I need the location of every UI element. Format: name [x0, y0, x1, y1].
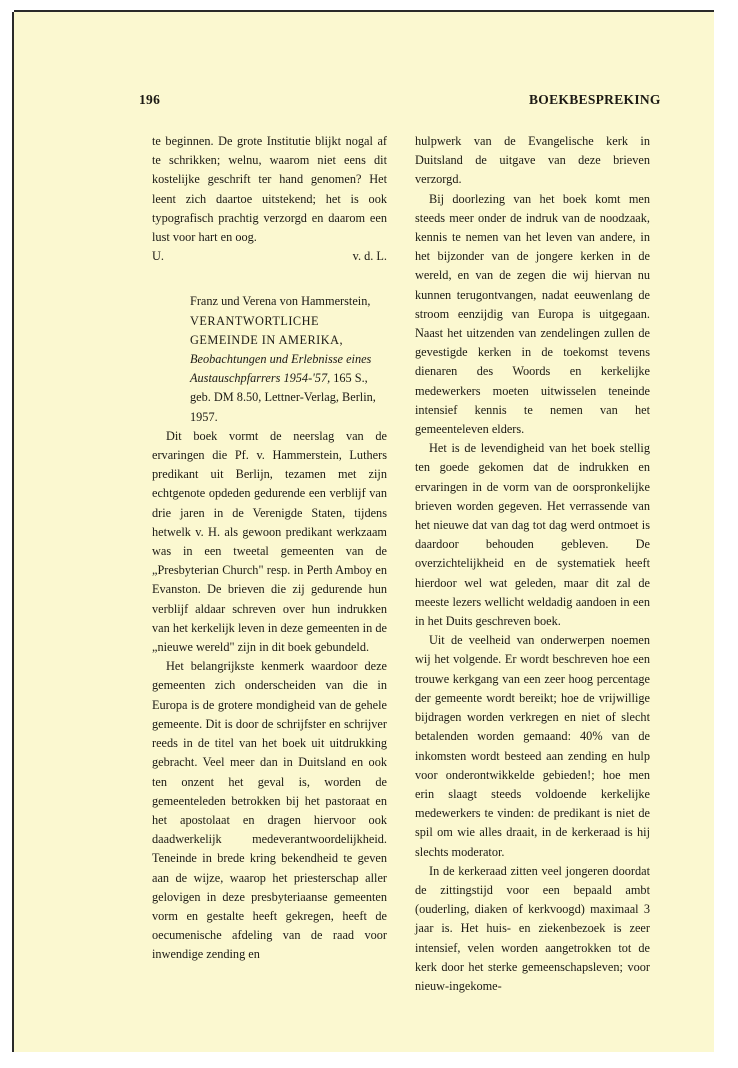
body-paragraph: Uit de veelheid van onderwerpen noemen wij het volgende. Er wordt beschreven hoe een trouwe kerkgang van een zeer hoog percentage der gemeente wordt bereikt; hoe de vrijwillige bijdragen worden verkregen en niet of slecht betalenden worden gemaand: 40% van de inkomsten wordt besteed aan zending en hulp voor onderontwikkelde gebieden!; hoe men erin slaagt steeds voldoende kerkelijke medewerkers te vinden: de predikant is niet de spil om wie alles draait, in de kerkeraad is hij slechts moderator. — [415, 633, 650, 859]
body-paragraph: Dit boek vormt de neerslag van de ervaringen die Pf. v. Hammerstein, Luthers predikant uit Berlijn, tezamen met zijn echtgenote opdeden gedurende een verblijf van drie jaren in de Verenigde Staten, tijdens hetwelk v. H. als gewoon predikant werkzaam was in een tweetal gemeenten van de „Presbyterian Church" resp. in Perth Amboy en Evanston. De brieven die zij gedurende hun verblijf aldaar schreven over hun indrukken van het kerkelijk leven in deze gemeenten in de „nieuwe wereld" zijn in dit boek gebundeld. — [152, 428, 387, 655]
body-paragraph: In de kerkeraad zitten veel jongeren doordat de zittingstijd voor een bepaald ambt (ouderling, diaken of kerkvoogd) maximaal 3 jaar is. Het huis- en ziekenbezoek is zeer intensief, velen worden aangetrokken tot de kerk door het sterke gemeenschapsleven; voor nieuw-ingekome- — [415, 863, 650, 993]
body-paragraph: Bij doorlezing van het boek komt men steeds meer onder de indruk van de noodzaak, kennis te nemen van het leven van andere, in het bijzonder van de jongere kerken in de wereld, en van de zegen die wij hiervan nu kunnen terugontvangen, nadat eeuwenlang de stroom eenzijdig van Europa is uitgegaan. Naast het uitzenden van zendelingen zullen de gevestigde kerken in de toekomst tevens dienaren des Woords en kerkelijke medewerkers moeten uitwisselen teneinde intensief kennis te nemen van het gemeenteleven elders. — [415, 191, 650, 437]
citation-subtitle: Beobachtungen und Erlebnisse eines Austauschpfarrers 1954-'57, — [190, 352, 372, 386]
citation-authors: Franz und Verena von Hammerstein, — [190, 294, 371, 309]
page-number: 196 — [139, 92, 161, 107]
signature-author: v. d. L. — [352, 249, 387, 264]
body-paragraph: Het belangrijkste kenmerk waardoor deze gemeenten zich onderscheiden van die in Europa is de grotere mondigheid van de gehele gemeente. Dit is door de schrijfster en schrijver reeds in de titel van het boek uit uitdrukking gebracht. Veel meer dan in Duitsland en ook ten onzent het geval is, worden de gemeenteleden betrokken bij het pastoraat en het apostolaat en dragen hiervoor ook daadwerkelijk medeverantwoordelijkheid. Teneinde in brede kring bekendheid te geven aan de wijze, waarop het priesterschap aller gelovigen in deze presbyteriaanse gemeenten vorm en gestalte heeft gekregen, heeft de oecumenische afdeling van de raad voor inwendige zending en — [152, 659, 387, 962]
intro-paragraph: te beginnen. De grote Institutie blijkt nogal af te schrikken; welnu, waarom niet eens dit kostelijke geschrift ter hand genomen? Het leent zich daartoe uitstekend; het is ook typografisch prachtig verzorgd en daarom een lust voor hart en oog. — [152, 134, 387, 245]
citation-details: 165 S., geb. DM 8.50, Lettner-Verlag, Berlin, 1957. — [190, 371, 376, 424]
left-column — [152, 132, 387, 965]
review-signature — [152, 247, 387, 266]
body-paragraph: Het is de levendigheid van het boek stellig ten goede gekomen dat de indrukken en ervaringen in de vorm van de oorspronkelijke brieven worden gegeven. Het verrassende van het nieuwe dat van dag tot dag werd ontmoet is daardoor behouden gebleven. De overzichtelijkheid en de systematiek heeft hierdoor wel wat geleden, maar dit zal de meeste lezers wellicht weldadig aandoen in een in het Duits geschreven boek. — [415, 441, 650, 629]
page — [14, 12, 714, 1052]
section-header: BOEKBESPREKING — [529, 92, 661, 107]
citation-title: VERANTWORTLICHE GEMEINDE IN AMERIKA, — [190, 313, 344, 347]
right-column — [415, 132, 650, 996]
book-citation — [190, 292, 387, 426]
body-paragraph: hulpwerk van de Evangelische kerk in Duitsland de uitgave van deze brieven verzorgd. — [415, 134, 650, 187]
signature-initial: U. — [152, 249, 164, 264]
